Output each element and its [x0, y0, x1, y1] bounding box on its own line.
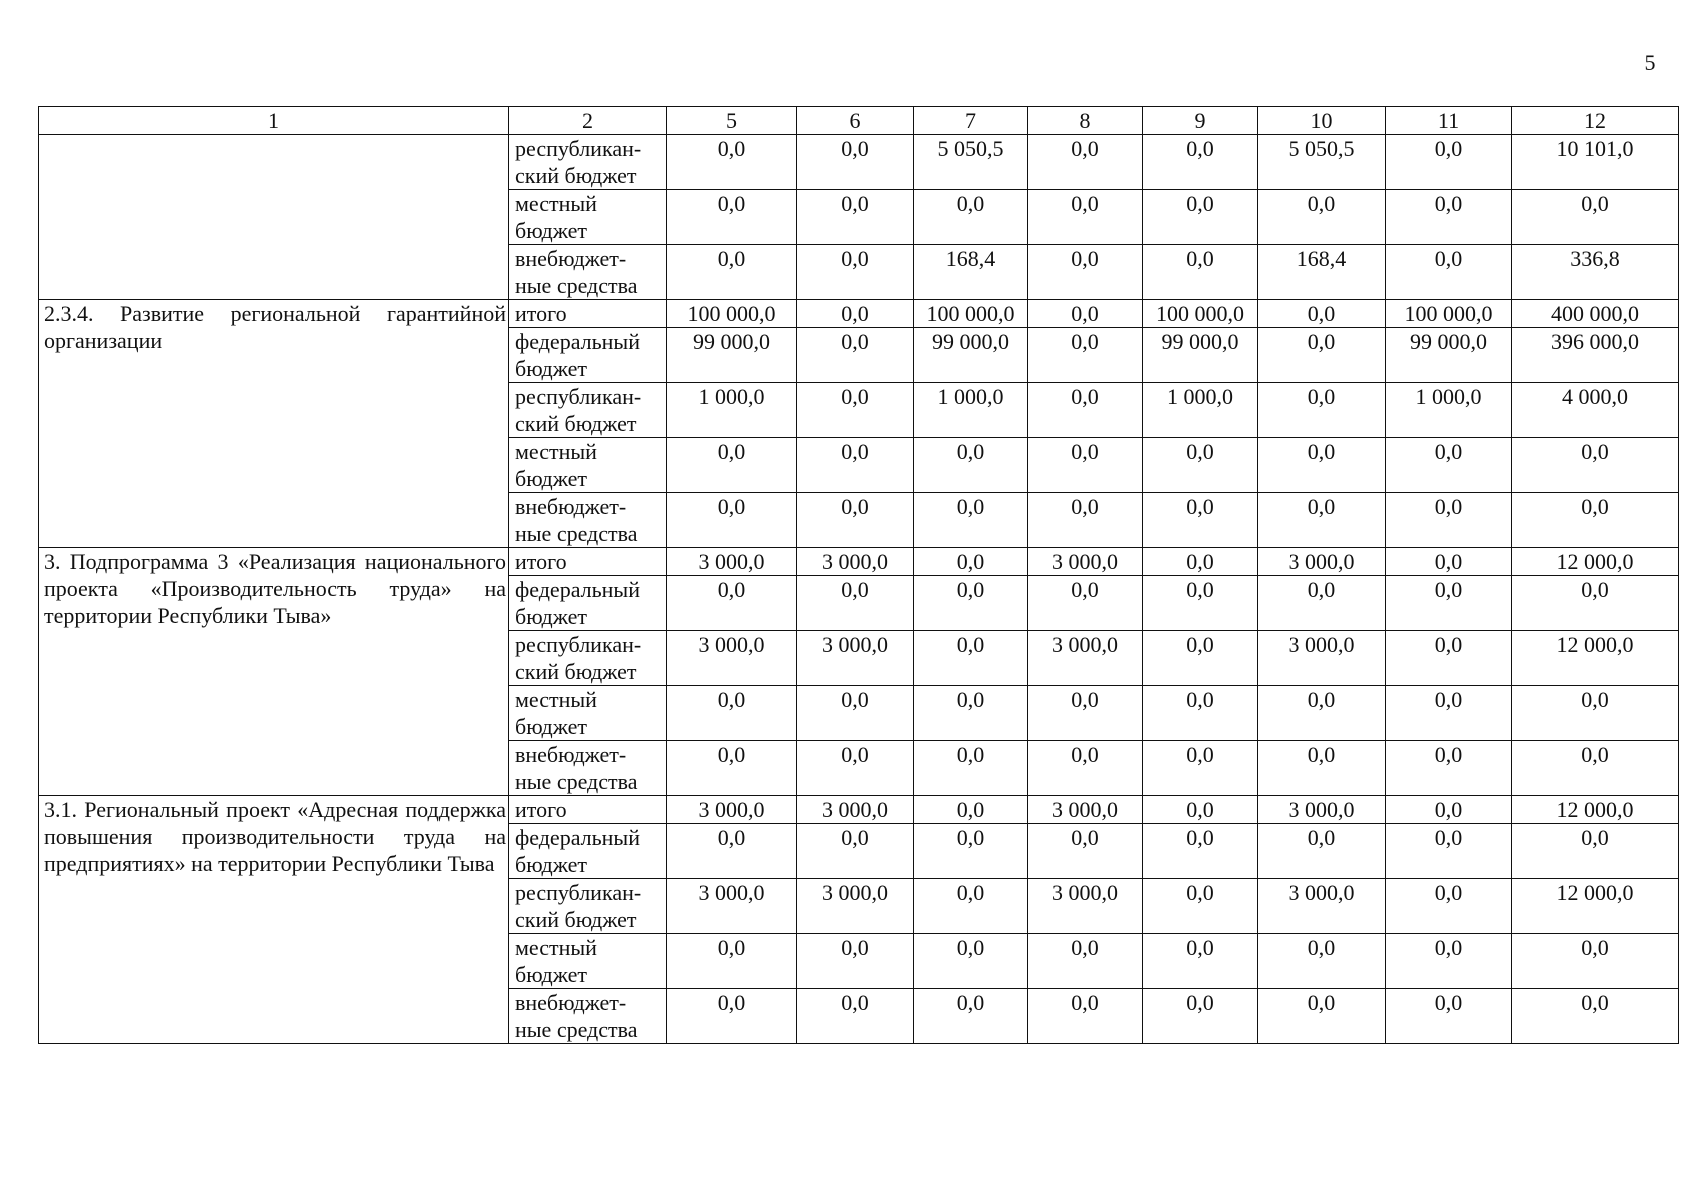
value-cell: 0,0 — [1143, 576, 1258, 631]
funding-source-cell: внебюджет- ные средства — [509, 989, 667, 1044]
value-cell: 0,0 — [797, 741, 914, 796]
item-name-cell: 3.1. Региональный проект «Адресная поддержка повышения производительности труда на предприятиях» на территории Республики Тыва — [39, 796, 509, 1044]
value-cell: 3 000,0 — [1028, 548, 1143, 576]
value-cell: 1 000,0 — [914, 383, 1028, 438]
value-cell: 0,0 — [1258, 438, 1386, 493]
value-cell: 0,0 — [1512, 824, 1679, 879]
value-cell: 0,0 — [797, 686, 914, 741]
value-cell: 0,0 — [1143, 631, 1258, 686]
funding-source-cell: федеральный бюджет — [509, 824, 667, 879]
value-cell: 0,0 — [797, 383, 914, 438]
value-cell: 3 000,0 — [667, 631, 797, 686]
header-cell: 6 — [797, 107, 914, 135]
value-cell: 0,0 — [797, 245, 914, 300]
value-cell: 0,0 — [1258, 686, 1386, 741]
value-cell: 0,0 — [914, 686, 1028, 741]
value-cell: 5 050,5 — [914, 135, 1028, 190]
value-cell: 3 000,0 — [797, 631, 914, 686]
value-cell: 4 000,0 — [1512, 383, 1679, 438]
value-cell: 0,0 — [1028, 190, 1143, 245]
value-cell: 336,8 — [1512, 245, 1679, 300]
header-cell: 2 — [509, 107, 667, 135]
value-cell: 3 000,0 — [797, 796, 914, 824]
value-cell: 0,0 — [797, 989, 914, 1044]
funding-source-cell: местный бюджет — [509, 934, 667, 989]
value-cell: 0,0 — [1386, 631, 1512, 686]
funding-source-cell: местный бюджет — [509, 438, 667, 493]
value-cell: 0,0 — [797, 190, 914, 245]
value-cell: 0,0 — [1386, 493, 1512, 548]
value-cell: 1 000,0 — [667, 383, 797, 438]
value-cell: 0,0 — [1386, 824, 1512, 879]
value-cell: 12 000,0 — [1512, 631, 1679, 686]
value-cell: 0,0 — [797, 824, 914, 879]
value-cell: 0,0 — [1386, 879, 1512, 934]
value-cell: 0,0 — [1028, 576, 1143, 631]
value-cell: 0,0 — [1143, 190, 1258, 245]
value-cell: 0,0 — [1386, 989, 1512, 1044]
header-row — [39, 107, 1679, 135]
value-cell: 3 000,0 — [797, 879, 914, 934]
value-cell: 0,0 — [1028, 741, 1143, 796]
value-cell: 0,0 — [1143, 989, 1258, 1044]
value-cell: 0,0 — [914, 934, 1028, 989]
value-cell: 168,4 — [914, 245, 1028, 300]
funding-source-cell: внебюджет- ные средства — [509, 245, 667, 300]
value-cell: 0,0 — [797, 300, 914, 328]
value-cell: 0,0 — [667, 741, 797, 796]
funding-source-cell: федеральный бюджет — [509, 576, 667, 631]
value-cell: 0,0 — [1386, 934, 1512, 989]
value-cell: 0,0 — [1258, 328, 1386, 383]
header-cell: 1 — [39, 107, 509, 135]
funding-source-cell: итого — [509, 796, 667, 824]
value-cell: 0,0 — [1512, 190, 1679, 245]
funding-source-cell: федеральный бюджет — [509, 328, 667, 383]
value-cell: 0,0 — [667, 576, 797, 631]
value-cell: 0,0 — [797, 135, 914, 190]
value-cell: 3 000,0 — [1258, 631, 1386, 686]
value-cell: 3 000,0 — [667, 548, 797, 576]
value-cell: 0,0 — [797, 576, 914, 631]
value-cell: 0,0 — [1258, 383, 1386, 438]
value-cell: 400 000,0 — [1512, 300, 1679, 328]
value-cell: 0,0 — [1258, 300, 1386, 328]
funding-source-cell: итого — [509, 300, 667, 328]
funding-source-cell: республикан- ский бюджет — [509, 135, 667, 190]
table-body — [39, 107, 1679, 1044]
value-cell: 0,0 — [667, 493, 797, 548]
value-cell: 0,0 — [1143, 135, 1258, 190]
value-cell: 0,0 — [914, 190, 1028, 245]
value-cell: 0,0 — [1143, 934, 1258, 989]
value-cell: 3 000,0 — [797, 548, 914, 576]
value-cell: 0,0 — [1028, 824, 1143, 879]
value-cell: 0,0 — [667, 135, 797, 190]
value-cell: 12 000,0 — [1512, 548, 1679, 576]
value-cell: 3 000,0 — [1258, 796, 1386, 824]
value-cell: 0,0 — [1512, 741, 1679, 796]
value-cell: 0,0 — [1386, 741, 1512, 796]
value-cell: 0,0 — [1028, 934, 1143, 989]
value-cell: 0,0 — [1258, 190, 1386, 245]
value-cell: 0,0 — [914, 824, 1028, 879]
value-cell: 0,0 — [667, 438, 797, 493]
value-cell: 0,0 — [914, 631, 1028, 686]
value-cell: 0,0 — [1028, 383, 1143, 438]
value-cell: 0,0 — [1258, 934, 1386, 989]
value-cell: 100 000,0 — [914, 300, 1028, 328]
funding-source-cell: местный бюджет — [509, 190, 667, 245]
value-cell: 0,0 — [667, 686, 797, 741]
value-cell: 168,4 — [1258, 245, 1386, 300]
value-cell: 0,0 — [667, 245, 797, 300]
value-cell: 100 000,0 — [667, 300, 797, 328]
value-cell: 0,0 — [1258, 493, 1386, 548]
value-cell: 0,0 — [797, 934, 914, 989]
value-cell: 0,0 — [1258, 576, 1386, 631]
value-cell: 0,0 — [667, 989, 797, 1044]
value-cell: 99 000,0 — [914, 328, 1028, 383]
value-cell: 0,0 — [1512, 493, 1679, 548]
value-cell: 0,0 — [1028, 135, 1143, 190]
value-cell: 0,0 — [1386, 135, 1512, 190]
table-row — [39, 796, 1679, 824]
value-cell: 0,0 — [1512, 989, 1679, 1044]
value-cell: 0,0 — [1143, 438, 1258, 493]
funding-source-cell: республикан- ский бюджет — [509, 879, 667, 934]
value-cell: 0,0 — [797, 328, 914, 383]
value-cell: 0,0 — [1143, 686, 1258, 741]
value-cell: 0,0 — [1258, 989, 1386, 1044]
header-cell: 8 — [1028, 107, 1143, 135]
header-cell: 10 — [1258, 107, 1386, 135]
value-cell: 100 000,0 — [1386, 300, 1512, 328]
value-cell: 0,0 — [914, 576, 1028, 631]
value-cell: 0,0 — [1386, 686, 1512, 741]
value-cell: 0,0 — [1386, 548, 1512, 576]
value-cell: 0,0 — [1028, 686, 1143, 741]
item-name-cell: 3. Подпрограмма 3 «Реализация национального проекта «Производительность труда» на территории Республики Тыва» — [39, 548, 509, 796]
value-cell: 0,0 — [1143, 245, 1258, 300]
header-cell: 11 — [1386, 107, 1512, 135]
value-cell: 0,0 — [1386, 796, 1512, 824]
value-cell: 0,0 — [1143, 796, 1258, 824]
value-cell: 0,0 — [667, 190, 797, 245]
value-cell: 0,0 — [1028, 493, 1143, 548]
value-cell: 0,0 — [1386, 576, 1512, 631]
header-cell: 9 — [1143, 107, 1258, 135]
funding-source-cell: внебюджет- ные средства — [509, 493, 667, 548]
value-cell: 0,0 — [1386, 245, 1512, 300]
value-cell: 1 000,0 — [1143, 383, 1258, 438]
value-cell: 3 000,0 — [1028, 631, 1143, 686]
value-cell: 0,0 — [1028, 300, 1143, 328]
value-cell: 0,0 — [1143, 493, 1258, 548]
value-cell: 0,0 — [1258, 824, 1386, 879]
funding-source-cell: итого — [509, 548, 667, 576]
value-cell: 0,0 — [914, 989, 1028, 1044]
page-number: 5 — [1644, 50, 1656, 75]
value-cell: 0,0 — [1258, 741, 1386, 796]
value-cell: 0,0 — [1028, 245, 1143, 300]
value-cell: 99 000,0 — [1386, 328, 1512, 383]
value-cell: 3 000,0 — [1258, 548, 1386, 576]
value-cell: 0,0 — [1512, 934, 1679, 989]
value-cell: 0,0 — [1143, 879, 1258, 934]
funding-source-cell: внебюджет- ные средства — [509, 741, 667, 796]
value-cell: 3 000,0 — [1028, 879, 1143, 934]
value-cell: 0,0 — [1143, 824, 1258, 879]
value-cell: 0,0 — [1512, 576, 1679, 631]
value-cell: 12 000,0 — [1512, 879, 1679, 934]
item-name-cell: 2.3.4. Развитие региональной гарантийной организации — [39, 300, 509, 548]
value-cell: 0,0 — [1386, 438, 1512, 493]
funding-source-cell: республикан- ский бюджет — [509, 631, 667, 686]
value-cell: 3 000,0 — [667, 796, 797, 824]
header-cell: 12 — [1512, 107, 1679, 135]
value-cell: 0,0 — [914, 796, 1028, 824]
budget-table — [38, 106, 1679, 1044]
funding-source-cell: республикан- ский бюджет — [509, 383, 667, 438]
value-cell: 0,0 — [914, 741, 1028, 796]
table-row — [39, 300, 1679, 328]
value-cell: 0,0 — [667, 824, 797, 879]
funding-source-cell: местный бюджет — [509, 686, 667, 741]
value-cell: 0,0 — [914, 438, 1028, 493]
value-cell: 0,0 — [1512, 438, 1679, 493]
value-cell: 0,0 — [797, 493, 914, 548]
value-cell: 3 000,0 — [667, 879, 797, 934]
value-cell: 0,0 — [1028, 989, 1143, 1044]
table-row — [39, 548, 1679, 576]
value-cell: 0,0 — [1512, 686, 1679, 741]
value-cell: 0,0 — [914, 879, 1028, 934]
value-cell: 12 000,0 — [1512, 796, 1679, 824]
item-name-cell — [39, 135, 509, 300]
table-row — [39, 135, 1679, 190]
value-cell: 10 101,0 — [1512, 135, 1679, 190]
value-cell: 396 000,0 — [1512, 328, 1679, 383]
value-cell: 0,0 — [914, 548, 1028, 576]
header-cell: 5 — [667, 107, 797, 135]
value-cell: 5 050,5 — [1258, 135, 1386, 190]
value-cell: 0,0 — [1028, 438, 1143, 493]
value-cell: 1 000,0 — [1386, 383, 1512, 438]
value-cell: 0,0 — [797, 438, 914, 493]
value-cell: 0,0 — [914, 493, 1028, 548]
value-cell: 3 000,0 — [1028, 796, 1143, 824]
value-cell: 99 000,0 — [1143, 328, 1258, 383]
value-cell: 99 000,0 — [667, 328, 797, 383]
value-cell: 0,0 — [667, 934, 797, 989]
value-cell: 3 000,0 — [1258, 879, 1386, 934]
value-cell: 0,0 — [1386, 190, 1512, 245]
value-cell: 0,0 — [1143, 548, 1258, 576]
value-cell: 0,0 — [1028, 328, 1143, 383]
header-cell: 7 — [914, 107, 1028, 135]
value-cell: 100 000,0 — [1143, 300, 1258, 328]
value-cell: 0,0 — [1143, 741, 1258, 796]
